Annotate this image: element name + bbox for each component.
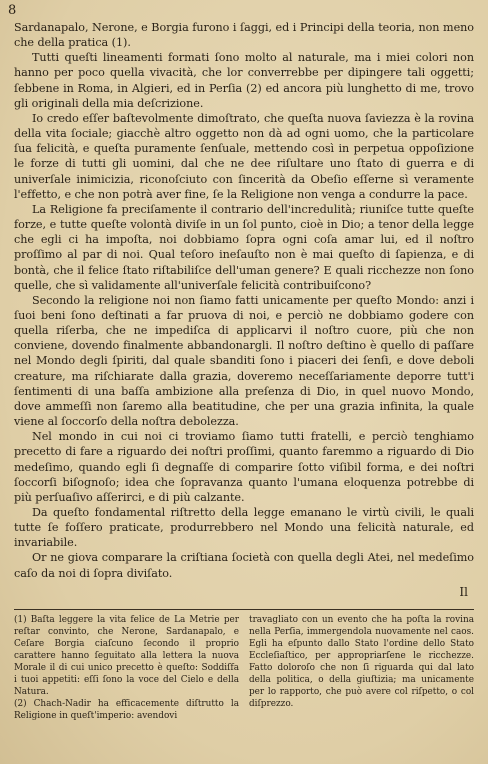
signature-mark: Il <box>459 584 468 599</box>
paragraph: Or ne giova comparare la criſtiana ſocietà con quella degli Atei, nel medeſimo caſo da noi di ſopra diviſato. <box>14 551 474 580</box>
paragraph: La Religione fa preciſamente il contrario dell'incredulità; riuniſce tutte queſte forze, e tutte queſte volontà diviſe in un ſol punto, cioè in Dio; a tenor della legge che egli ci ha impoſta, noi dobbiamo ſopra ogni coſa amar lui, ed il noſtro proſſimo al par di noi. Qual teſoro ineſauſto non è mai queſto di ſapienza, e di bontà, che il felice ſtato riſtabiliſce dell'uman genere? E quali ricchezze non ſono quelle, che sì validamente all'univerſale felicità contribuiſcono? <box>14 202 474 292</box>
footnote-divider <box>14 609 474 610</box>
paragraph: Tutti queſti lineamenti formati ſono molto al naturale, ma i miei colori non hanno per poco quella vivacità, che lor converrebbe per dipingere tali oggetti; ſebbene in Roma, in Algieri, ed in Perſia (2) ed ancora più lunghetto di me, trovo gli originali della mia deſcrizione. <box>14 51 474 110</box>
footnote: (1) Baſta leggere la vita felice de La Metrie per reſtar convinto, che Nerone, Sardanapalo, e Ceſare Borgia ciaſcuno ſecondo il proprio carattere hanno ſeguitato alla lettera la nuova Morale il di cui unico precetto è queſto: Soddiſfa i tuoi appetiti: eſſi ſono la voce del Cielo e della Natura. <box>14 614 239 697</box>
paragraph: Io credo eſſer baſtevolmente dimoſtrato, che queſta nuova ſavіezza è la rovina della vita ſociale; giacchè altro oggetto non dà ad ogni uomo, che la particolare ſua felicità, e queſta puramente ſenſuale, mettendo così in perpetua oppoſizione le forze di tutti gli uomini, dal che ne dee riſultare uno ſtato di guerra e di univerſale inimicizia, riconoſciuto con ſincerità da Obeſio eſſerne sì veramente l'effetto, e che non potrà aver fine, ſe la Religione non venga a condurre la pace. <box>14 111 474 201</box>
paragraph: Da queſto fondamental riſtretto della legge emanano le virtù civili, le quali tutte ſe foſſero praticate, produrrebbero nel Mondo una felicità naturale, ed invariabile. <box>14 506 474 550</box>
paragraph: Secondo la religione noi non ſiamo fatti unicamente per queſto Mondo: anzi i ſuoi beni ſono deſtinati a far pruova di noi, e perciò ne dobbiamo godere con quella riſerba, che ne impediſca di applicarvi il noſtro cuore, più che non conviene, dovendo finalmente abbandonargli. Il noſtro deſtino è quello di paſſare nel Mondo degli ſpiriti, dal quale sbanditi ſono i piaceri dei ſenſi, e dove deboli creature, ma riſchiarate dalla grazia, doveremo neceſſariamente deporre tutt'i ſentimenti di una baſſa ambizione alla preſenza di Dio, in quel nuovo Mondo, dove ammeſſi non ſaremo alla beatitudine, che per una grazia infinita, la quale viene al ſoccorſo della noſtra debolezza. <box>14 293 474 429</box>
paragraph: Sardanapalo, Nerone, e Borgia furono i ſaggi, ed i Principi della teoria, non meno che della pratica (1). <box>14 21 474 50</box>
footnote-column-right <box>249 614 474 722</box>
page-number: 8 <box>8 3 17 18</box>
footnotes <box>14 614 474 722</box>
footnote: (2) Chach-Nadir ha efficacemente diſtrutto la Religione in queſt'imperio: avendovi <box>14 698 239 721</box>
main-text <box>14 20 474 581</box>
footnote: travagliato con un evento che ha poſta la rovina nella Perſia, immergendola nuovamente nel caos. Egli ha eſpunto dallo Stato l'ordine dello Stato Eccleſiaſtico, per appropriarſene le ricchezze. Fatto doloroſo che non ſi riguarda qui dal lato della politica, o della giuſtizia; ma unicamente per lo rapporto, che può avere col riſpetto, o col diſprezzo. <box>249 614 474 709</box>
footnote-column-left <box>14 614 239 722</box>
paragraph: Nel mondo in cui noi ci troviamo ſiamo tutti fratelli, e perciò tenghiamo precetto di fare a riguardo dei noſtri proſſimi, quanto faremmo a riguardo di Dio medeſimo, quando egli ſi degnaſſe di comparire ſotto viſibil forma, e dei noſtri ſoccorſi biſognoſo; idea che ſopravanza quanto l'umana eloquenza potrebbe di più perſuaſivo aſſerirci, e di più calzante. <box>14 430 474 504</box>
